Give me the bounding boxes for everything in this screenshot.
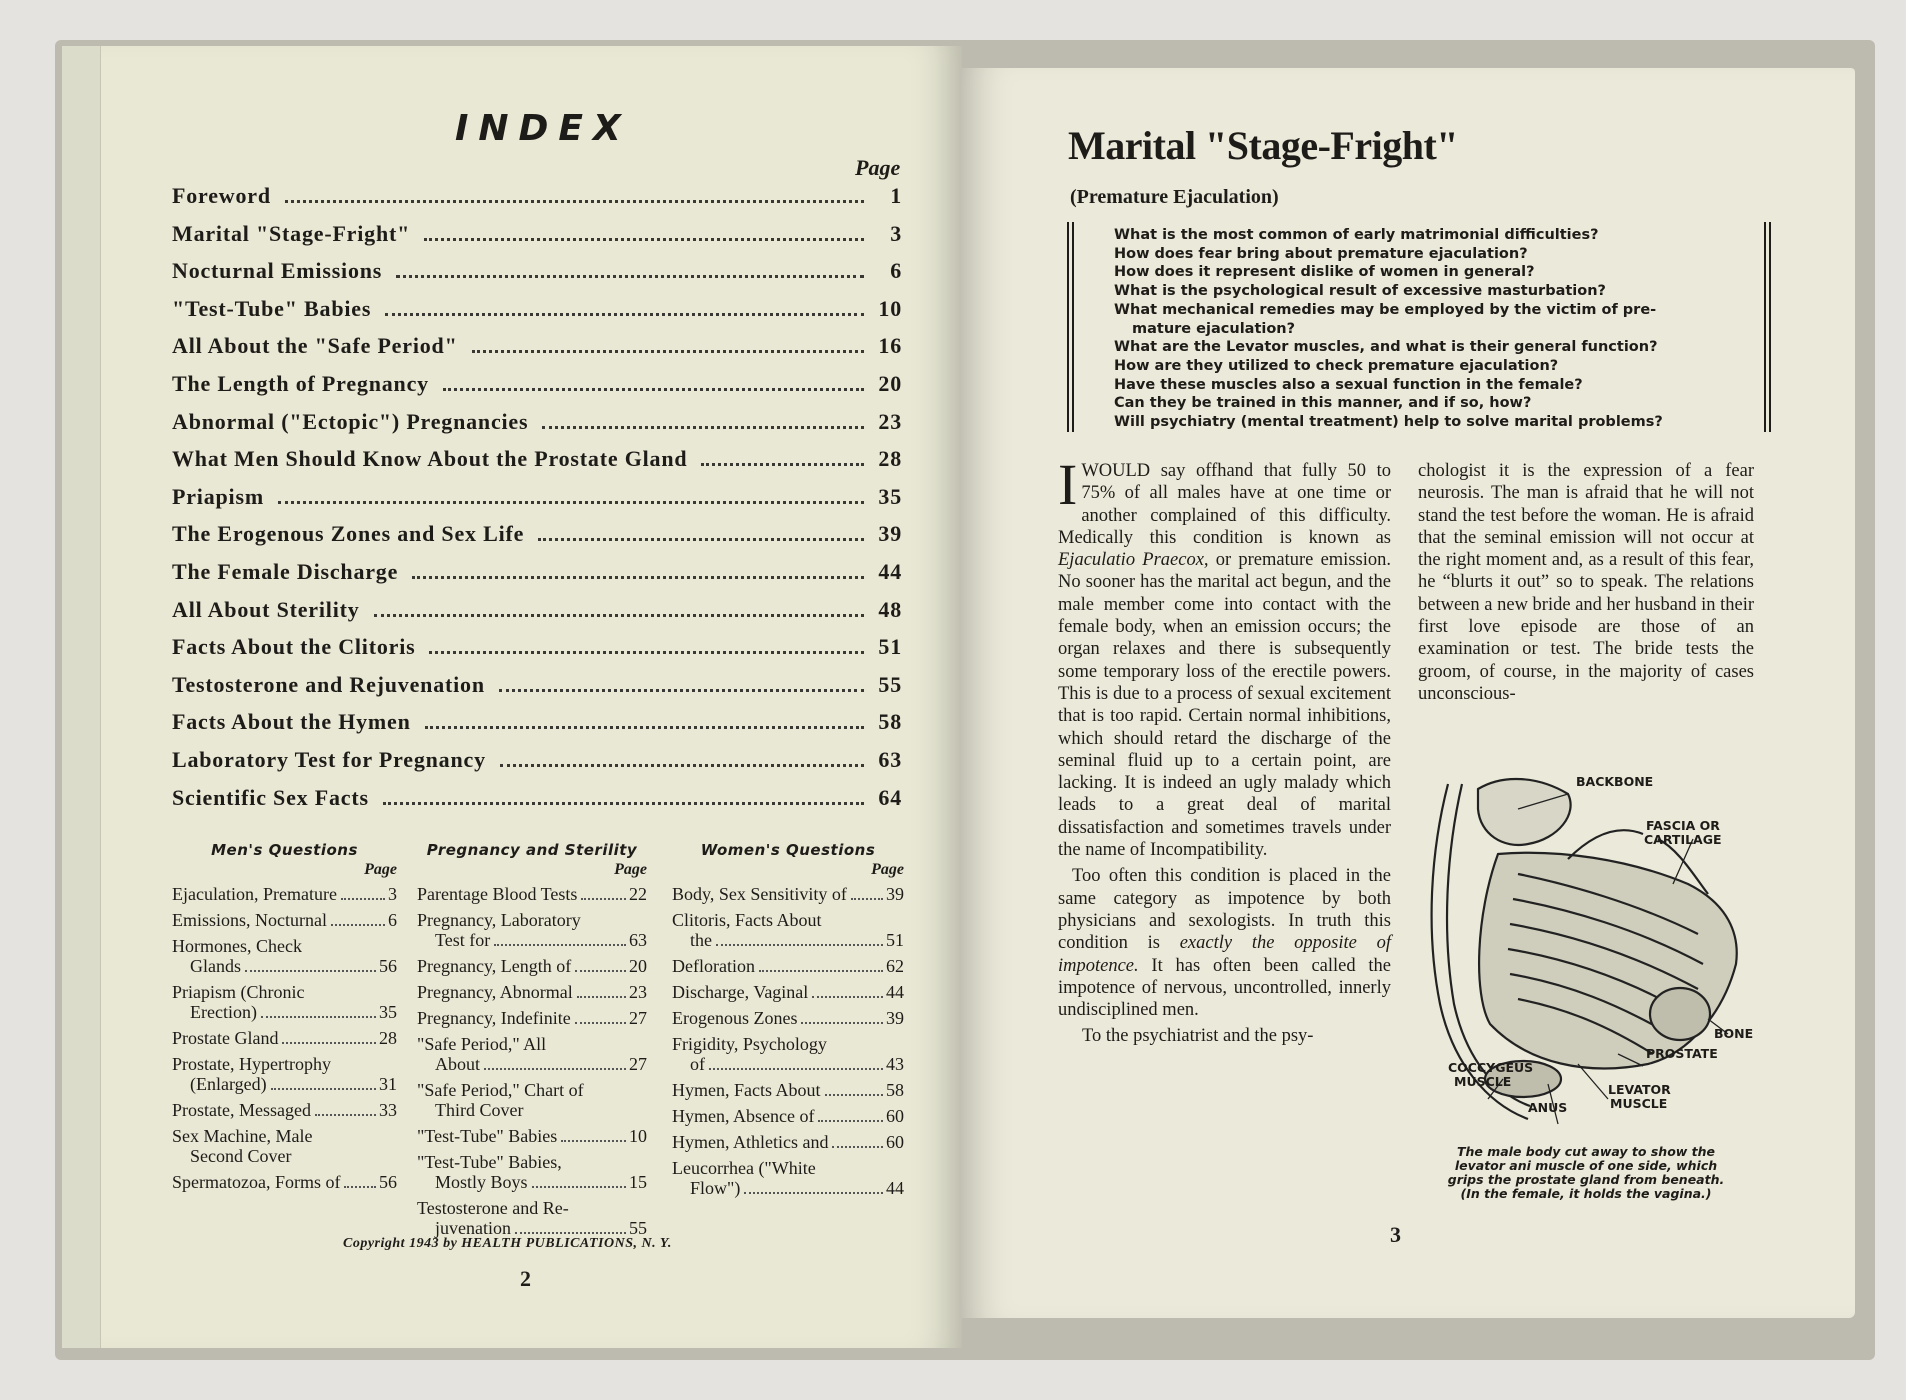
paragraph-col2: chologist it is the expression of a fear neurosis. The man is afraid that he will not stand the test before the woman. He is afraid that the seminal emission will not occur at the right moment and, as a result of this fear, he “blurts it out” so to speak. The relations between a new bride and her husband in their first love episode are those of an examination or test. The bride tests the groom, of course, in the majority of cases unconscious- [1418,461,1754,704]
subindex-item-page: 31 [379,1074,397,1094]
label-levator-muscle: MUSCLE [1610,1096,1668,1111]
subindex-item [172,884,397,904]
subindex-item-page: 63 [629,930,647,950]
leader-dots [701,463,864,466]
subindex-item [172,982,397,1022]
diagram-caption [1418,1145,1754,1201]
subindex-item [672,910,904,950]
label-coccygeus: COCCYGEUS [1448,1060,1534,1075]
index-entry-title: The Erogenous Zones and Sex Life [172,521,525,547]
index-entry [172,709,902,747]
label-backbone: BACKBONE [1576,774,1654,789]
subindex-item-text: "Test-Tube" Babies [417,1126,558,1146]
index-entry-title: Testosterone and Rejuvenation [172,671,485,697]
index-entry-page: 3 [890,220,902,246]
article-title: Marital "Stage-Fright" [1068,123,1458,168]
leader-dots [494,944,626,946]
label-levator: LEVATOR [1608,1082,1671,1097]
leader-dots [443,388,864,391]
mens-page-label: Page [364,861,397,878]
subindex-item-page: 27 [629,1054,647,1074]
question-line: How does fear bring about premature ejaculation? [1114,245,1528,262]
subindex-item-text: Hymen, Absence of [672,1106,815,1126]
leader-dots [577,996,626,998]
index-entry [172,559,902,597]
subindex-item-line1: Leucorrhea ("White [672,1158,816,1178]
subindex-item-line2: Second Cover [190,1146,292,1166]
subindex-item [672,1008,904,1028]
index-entry-title: Laboratory Test for Pregnancy [172,746,486,772]
subindex-item-line2: juvenation [435,1218,511,1238]
subindex-item-page: 3 [388,884,397,904]
subindex-item-page: 56 [379,956,397,976]
subindex-item-line1: Pregnancy, Laboratory [417,910,581,930]
subindex-item-line1: Hormones, Check [172,936,302,956]
subindex-item [172,910,397,930]
leader-dots [261,1016,376,1018]
leader-dots [515,1232,626,1234]
leader-dots [744,1192,883,1194]
index-entry-page: 63 [878,746,902,772]
subindex-item-page: 56 [379,1172,397,1192]
leader-dots [575,970,626,972]
subindex-item [417,1080,647,1120]
caption-line: grips the prostate gland from beneath. [1447,1172,1725,1187]
subindex-item-text: Prostate Gland [172,1028,279,1048]
subindex-item-line2: Glands [190,956,241,976]
leader-dots [396,275,864,278]
index-entry-page: 35 [878,483,902,509]
subindex-item-text: Hymen, Facts About [672,1080,821,1100]
subindex-item-page: 22 [629,884,647,904]
index-entry [172,258,902,296]
subindex-item-page: 51 [886,930,904,950]
leader-dots [425,726,864,729]
leader-dots [532,1186,626,1188]
subindex-item [172,1100,397,1120]
leader-dots [575,1022,626,1024]
womens-questions-heading: Women's Questions [700,841,876,859]
subindex-item-line2: of [690,1054,705,1074]
right-page-number: 3 [1390,1222,1401,1247]
subindex-item-line2: the [690,930,712,950]
question-line: What is the most common of early matrimonial difficulties? [1114,227,1599,243]
subindex-item-text: Ejaculation, Premature [172,884,337,904]
leader-dots [429,651,864,654]
subindex-item-page: 28 [379,1028,397,1048]
question-line: Will psychiatry (mental treatment) help to solve marital problems? [1114,414,1663,431]
question-line: mature ejaculation? [1132,320,1296,337]
subindex-item [417,1034,647,1074]
leader-dots [315,1114,376,1116]
pregnancy-page-label: Page [614,861,647,878]
index-entry [172,371,902,409]
subindex-item-line2: Mostly Boys [435,1172,528,1192]
leader-dots [282,1042,376,1044]
subindex-item [672,1106,904,1126]
page-flap [62,46,101,1348]
subindex-item [417,884,647,904]
subindex-item-text: Prostate, Messaged [172,1100,311,1120]
subindex-item-line2: About [435,1054,480,1074]
subindex-item [672,1080,904,1100]
subindex-item-text: Hymen, Athletics and [672,1132,829,1152]
index-entry-title: Marital "Stage-Fright" [172,220,411,246]
leader-dots [538,538,864,541]
page-column-label: Page [855,155,901,180]
subindex-item-page: 44 [886,1178,904,1198]
subindex-item-page: 39 [886,884,904,904]
subindex-item-page: 60 [886,1106,904,1126]
index-list [172,183,902,822]
index-entry-page: 28 [878,446,902,472]
index-entry-title: Priapism [172,483,264,509]
index-entry-title: Facts About the Hymen [172,709,411,735]
leader-dots [825,1094,884,1096]
subindex-item-text: Discharge, Vaginal [672,982,809,1002]
leader-dots [500,764,864,767]
subindex-item-text: Erogenous Zones [672,1008,798,1028]
leader-dots [374,614,864,617]
question-line: How are they utilized to check premature ejaculation? [1114,357,1559,374]
pregnancy-sterility-heading: Pregnancy and Sterility [426,841,638,859]
subindex-item-line1: "Safe Period," All [417,1034,547,1054]
subindex-item-line1: Prostate, Hypertrophy [172,1054,331,1074]
paragraph-1 [1058,452,1391,861]
leader-dots [818,1120,883,1122]
subindex-item-line1: "Test-Tube" Babies, [417,1152,562,1172]
subindex-item-line2: Erection) [190,1002,257,1022]
leader-dots [383,802,864,805]
leader-dots [245,970,376,972]
subindex-item [417,1198,647,1238]
leader-dots [716,944,883,946]
paragraph-2-text: Too often this condition is placed in the same category as impotence by both physicians and sexologists. In truth this condition is [1058,866,1391,954]
question-line: What are the Levator muscles, and what is their general function? [1114,339,1658,356]
leader-dots [484,1068,626,1070]
leader-dots [472,350,864,353]
leader-dots [285,200,864,203]
left-page-number: 2 [520,1266,531,1291]
subindex-item-page: 39 [886,1008,904,1028]
subindex-item-page: 33 [379,1100,397,1120]
subindex-item [672,1158,904,1198]
index-entry [172,634,902,672]
leader-dots [412,576,864,579]
leader-dots [344,1186,376,1188]
womens-page-label: Page [871,861,904,878]
subindex-item-page: 27 [629,1008,647,1028]
index-entry-page: 16 [878,333,902,359]
subindex-item-page: 62 [886,956,904,976]
article-column-2 [1418,460,1754,705]
index-heading: INDEX [455,108,631,149]
index-entry [172,333,902,371]
index-entry [172,672,902,710]
emphasis-text: exactly the opposite of impotence. [1058,933,1391,976]
index-entry-title: Foreword [172,183,271,208]
index-entry-page: 44 [878,558,902,584]
index-entry-title: The Female Discharge [172,558,399,584]
index-entry-title: Nocturnal Emissions [172,258,383,284]
subindex-item [672,956,904,976]
index-entry-title: All About Sterility [172,596,360,622]
leader-dots [832,1146,883,1148]
index-entry [172,747,902,785]
subindex-item-text: Defloration [672,956,755,976]
index-entry-page: 23 [878,408,902,434]
subindex-item-page: 6 [388,910,397,930]
questions-list [1114,226,1729,432]
leader-dots [278,501,864,504]
subindex-item [172,1126,397,1166]
index-entry-title: "Test-Tube" Babies [172,295,372,321]
subindex-item [672,884,904,904]
drop-cap: I [1058,452,1078,517]
subindex-item [172,1054,397,1094]
index-entry-page: 6 [890,258,902,284]
leader-dots [499,689,864,692]
index-entry [172,296,902,334]
label-cartilage: CARTILAGE [1644,832,1722,847]
subindex-item-page: 60 [886,1132,904,1152]
subindex-item [172,936,397,976]
subindex-item-line1: Testosterone and Re- [417,1198,569,1218]
index-entry [172,597,902,635]
subindex-item [417,1152,647,1192]
subindex-item-line1: Sex Machine, Male [172,1126,313,1146]
subindex-item-page: 43 [886,1054,904,1074]
subindex-item-page: 15 [629,1172,647,1192]
mens-questions-column [172,840,397,1198]
subindex-item [672,1132,904,1152]
latin-term: Ejaculatio Praecox, [1058,550,1209,571]
caption-line: (In the female, it holds the vagina.) [1460,1186,1712,1201]
subindex-item-text: Emissions, Nocturnal [172,910,327,930]
womens-questions-column [672,840,904,1204]
paragraph-1-end: or premature emission. No sooner has the marital act begun, and the male member come into contact with the female body, when an emission occurs; the organ relaxes and there is subsequently some temporary loss of the erectile powers. This is due to a process of sexual excitement that is too rapid. Certain normal inhibitions, which should retard the discharge of the seminal fluid up to a certain point, are lacking. It is indeed an ugly malady which leads to a great deal of marital dissatisfaction and sometimes travels under the name of Incompatibility. [1058,550,1391,861]
index-entry-title: Scientific Sex Facts [172,784,369,810]
index-entry-page: 39 [878,521,902,547]
subindex-item [672,982,904,1002]
index-entry-page: 64 [878,784,902,810]
label-prostate: PROSTATE [1646,1046,1718,1061]
subindex-item-page: 23 [629,982,647,1002]
subindex-item-line2: Flow") [690,1178,741,1198]
subindex-item [172,1172,397,1192]
leader-dots [331,924,385,926]
question-line: Have these muscles also a sexual function in the female? [1114,376,1583,393]
subindex-item-page: 20 [629,956,647,976]
leader-dots [801,1022,883,1024]
leader-dots [385,313,864,316]
index-entry-page: 48 [878,596,902,622]
subindex-item-line2: Third Cover [435,1100,524,1120]
pregnancy-sterility-column [417,840,647,1244]
index-entry [172,183,902,221]
subindex-item [417,910,647,950]
label-anus: ANUS [1528,1100,1568,1115]
index-entry [172,484,902,522]
index-entry-title: Abnormal ("Ectopic") Pregnancies [172,408,529,434]
leader-dots [271,1088,376,1090]
subindex-item-page: 55 [629,1218,647,1238]
subindex-item-line2: Test for [435,930,491,950]
article-subtitle: (Premature Ejaculation) [1070,186,1279,208]
subindex-item-line1: "Safe Period," Chart of [417,1080,584,1100]
leader-dots [341,898,385,900]
leader-dots [424,238,864,241]
subindex-item-page: 35 [379,1002,397,1022]
index-entry-page: 1 [890,183,902,208]
subindex-item [172,1028,397,1048]
subindex-item [672,1034,904,1074]
index-entry [172,785,902,823]
question-line: What mechanical remedies may be employed by the victim of pre- [1114,301,1657,318]
index-entry [172,446,902,484]
index-entry-title: What Men Should Know About the Prostate Gland [172,446,688,472]
leader-dots [542,426,864,429]
subindex-item-text: Pregnancy, Length of [417,956,572,976]
subindex-item-text: Spermatozoa, Forms of [172,1172,341,1192]
copyright-line: Copyright 1943 by HEALTH PUBLICATIONS, N. Y. [343,1236,672,1251]
subindex-item-line1: Frigidity, Psychology [672,1034,827,1054]
leader-dots [851,898,883,900]
subindex-item-page: 58 [886,1080,904,1100]
subindex-item-line1: Clitoris, Facts About [672,910,822,930]
subindex-item-line1: Priapism (Chronic [172,982,305,1002]
question-line: What is the psychological result of excessive masturbation? [1114,283,1606,300]
subindex-item-text: Pregnancy, Indefinite [417,1008,571,1028]
leader-dots [709,1068,883,1070]
index-entry [172,221,902,259]
subindex-item-line2: (Enlarged) [190,1074,267,1094]
subindex-item-page: 44 [886,982,904,1002]
label-coccygeus-muscle: MUSCLE [1454,1074,1512,1089]
label-bone: BONE [1714,1026,1754,1041]
index-entry-page: 58 [878,709,902,735]
article-column-1 [1058,452,1391,1048]
index-entry [172,409,902,447]
index-entry-title: The Length of Pregnancy [172,370,429,396]
paragraph-2-end: It has often been called the impotence of nervous, uncontrolled, innerly undisciplined men. [1058,955,1391,1021]
index-entry-page: 10 [878,295,902,321]
anatomy-diagram [1418,764,1758,1139]
paragraph-1-text: WOULD say offhand that fully 50 to 75% of all males have at one time or another complained of this difficulty. Medically this condition is known as [1058,461,1391,548]
subindex-item-text: Body, Sex Sensitivity of [672,884,847,904]
leader-dots [561,1140,626,1142]
index-entry-title: All About the "Safe Period" [172,333,458,359]
index-entry-page: 55 [878,671,902,697]
question-line: Can they be trained in this manner, and if so, how? [1114,395,1532,412]
index-entry [172,521,902,559]
paragraph-2 [1058,865,1391,1021]
subindex-item [417,982,647,1002]
subindex-item [417,1126,647,1146]
index-entry-page: 20 [878,370,902,396]
leader-dots [812,996,883,998]
subindex-item [417,956,647,976]
subindex-item-text: Parentage Blood Tests [417,884,578,904]
paragraph-3: To the psychiatrist and the psy- [1082,1026,1314,1047]
subindex-item-page: 10 [629,1126,647,1146]
leader-dots [581,898,626,900]
label-fascia: FASCIA OR [1646,818,1720,833]
index-entry-title: Facts About the Clitoris [172,634,416,660]
mens-questions-heading: Men's Questions [211,841,358,859]
questions-box [1067,222,1771,432]
caption-line: levator ani muscle of one side, which [1454,1158,1718,1173]
question-line: How does it represent dislike of women in general? [1114,264,1535,281]
subindex-item-text: Pregnancy, Abnormal [417,982,573,1002]
leader-dots [759,970,883,972]
index-entry-page: 51 [878,634,902,660]
caption-line: The male body cut away to show the [1456,1144,1716,1159]
subindex-item [417,1008,647,1028]
